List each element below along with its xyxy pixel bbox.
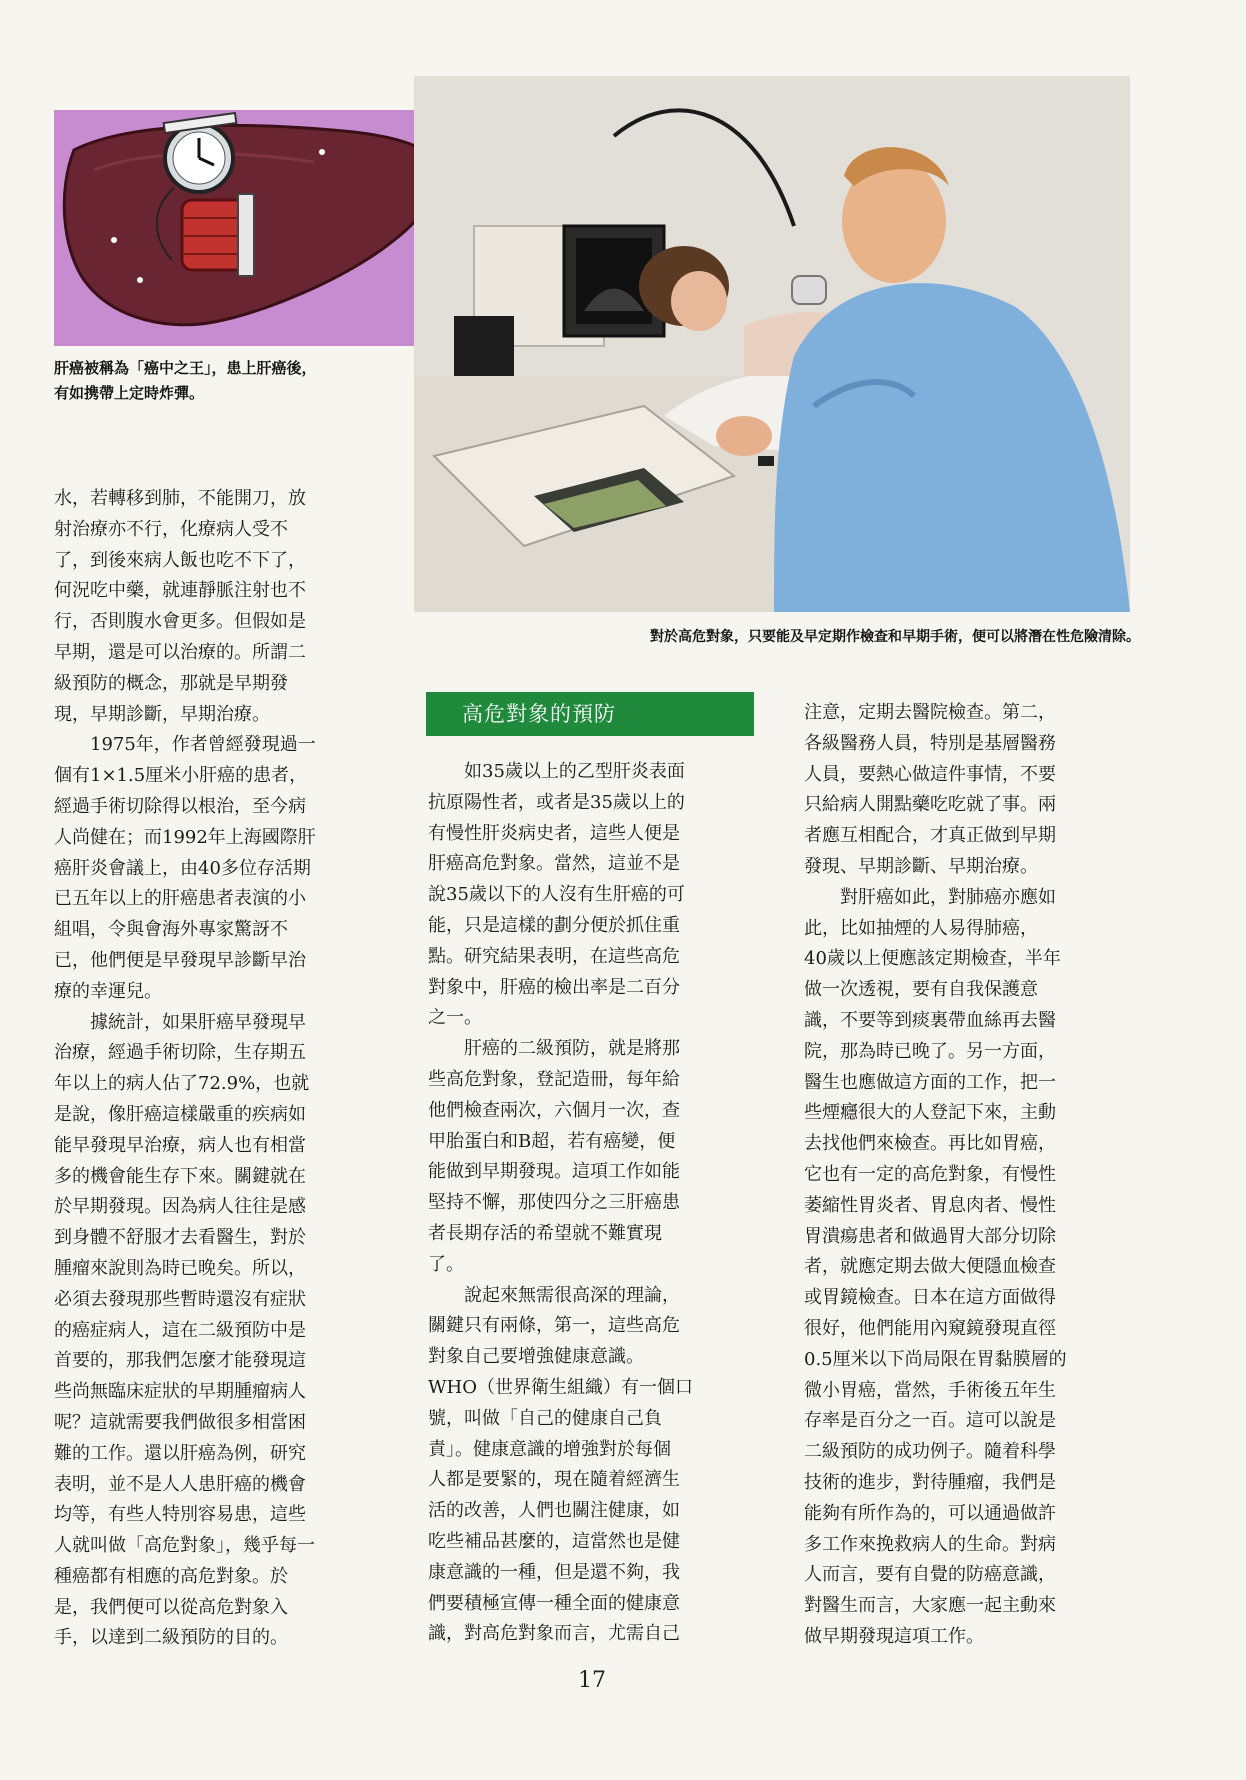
text-line: 能夠有所作為的，可以通過做許 xyxy=(804,1502,1056,1524)
text-line: 了，到後來病人飯也吃不下了， xyxy=(54,549,306,571)
text-line: 只給病人開點藥吃吃就了事。兩 xyxy=(804,794,1056,816)
text-line: 級預防的概念，那就是早期發 xyxy=(54,672,288,694)
text-line: 多的機會能生存下來。關鍵就在 xyxy=(54,1165,306,1187)
text-line: 些尚無臨床症狀的早期腫瘤病人 xyxy=(54,1381,306,1403)
text-line: 人而言，要有自覺的防癌意識， xyxy=(804,1564,1056,1586)
text-line: 胃潰瘍患者和做過胃大部分切除 xyxy=(804,1225,1056,1247)
text-line: 它也有一定的高危對象，有慢性 xyxy=(804,1163,1056,1185)
text-line: 存率是百分之一百。這可以說是 xyxy=(804,1410,1056,1432)
text-line: 何況吃中藥，就連靜脈注射也不 xyxy=(54,580,306,602)
text-line: 說35歲以下的人沒有生肝癌的可 xyxy=(428,884,685,906)
text-line: 多工作來挽救病人的生命。對病 xyxy=(804,1533,1056,1555)
text-line: 難的工作。還以肝癌為例，研究 xyxy=(54,1442,306,1464)
text-line: 肝癌高危對象。當然，這並不是 xyxy=(428,853,680,875)
text-line: 療的幸運兒。 xyxy=(54,980,162,1002)
text-line: 經過手術切除得以根治，至今病 xyxy=(54,795,306,817)
text-line: 醫生也應做這方面的工作，把一 xyxy=(804,1071,1056,1093)
text-column-2 xyxy=(428,757,754,1650)
text-line: 技術的進步，對待腫瘤，我們是 xyxy=(804,1471,1056,1493)
text-line: 是說，像肝癌這樣嚴重的疾病如 xyxy=(54,1103,306,1125)
text-line: 能做到早期發現。這項工作如能 xyxy=(428,1161,680,1183)
caption-line: 肝癌被稱為「癌中之王」，患上肝癌後， xyxy=(54,359,317,377)
text-line: 手，以達到二級預防的目的。 xyxy=(54,1627,288,1649)
text-line: 識，不要等到痰裏帶血絲再去醫 xyxy=(804,1009,1056,1031)
ultrasound-figure-caption: 對於高危對象，只要能及早定期作檢查和早期手術，便可以將潛在性危險清除。 xyxy=(650,629,1140,645)
text-line: 水，若轉移到肺，不能開刀，放 xyxy=(54,488,306,509)
text-line: 說起來無需很高深的理論， xyxy=(428,1284,680,1306)
text-line: 他們檢查兩次，六個月一次，查 xyxy=(428,1099,680,1121)
text-line: 點。研究結果表明，在這些高危 xyxy=(428,945,680,967)
text-line: 對肝癌如此，對肺癌亦應如 xyxy=(804,886,1056,908)
text-line: 做一次透視，要有自我保護意 xyxy=(804,979,1038,1001)
text-line: 0.5厘米以下尚局限在胃黏膜層的 xyxy=(804,1348,1067,1370)
text-line: 的癌症病人，這在二級預防中是 xyxy=(54,1319,306,1341)
text-line: 院，那為時已晚了。另一方面， xyxy=(804,1040,1056,1062)
text-line: 已，他們便是早發現早診斷早治 xyxy=(54,949,306,971)
text-line: 了。 xyxy=(428,1253,464,1275)
text-line: 關鍵只有兩條，第一，這些高危 xyxy=(428,1315,680,1337)
text-line: 據統計，如果肝癌早發現早 xyxy=(54,1011,306,1033)
text-line: 到身體不舒服才去看醫生，對於 xyxy=(54,1227,306,1249)
text-line: 行，否則腹水會更多。但假如是 xyxy=(54,611,306,633)
text-line: WHO（世界衛生組織）有一個口 xyxy=(428,1376,693,1398)
text-line: 必須去發現那些暫時還沒有症狀 xyxy=(54,1288,306,1310)
text-line: 現，早期診斷，早期治療。 xyxy=(54,703,270,725)
text-line: 組唱，令與會海外專家驚訝不 xyxy=(54,919,288,941)
text-line: 於早期發現。因為病人往往是感 xyxy=(54,1196,306,1218)
text-line: 抗原陽性者，或者是35歲以上的 xyxy=(428,791,685,813)
text-line: 發現、早期診斷、早期治療。 xyxy=(804,855,1038,877)
text-line: 表明，並不是人人患肝癌的機會 xyxy=(54,1473,306,1495)
text-line: 人尚健在；而1992年上海國際肝 xyxy=(54,826,316,848)
text-line: 肝癌的二級預防，就是將那 xyxy=(428,1038,680,1060)
text-line: 各級醫務人員，特別是基層醫務 xyxy=(804,732,1056,754)
text-line: 此，比如抽煙的人易得肺癌， xyxy=(804,917,1038,939)
text-line: 有慢性肝炎病史者，這些人便是 xyxy=(428,822,680,844)
text-line: 人都是要緊的，現在隨着經濟生 xyxy=(428,1469,680,1491)
text-line: 萎縮性胃炎者、胃息肉者、慢性 xyxy=(804,1194,1056,1216)
ultrasound-scene xyxy=(414,76,1130,612)
text-line: 些煙癮很大的人登記下來，主動 xyxy=(804,1102,1056,1124)
page-number: 17 xyxy=(578,1668,606,1693)
text-line: 治療，經過手術切除，生存期五 xyxy=(54,1042,306,1064)
text-line: 個有1×1.5厘米小肝癌的患者， xyxy=(54,765,308,787)
text-line: 些高危對象，登記造冊，每年給 xyxy=(428,1068,680,1090)
text-line: 已五年以上的肝癌患者表演的小 xyxy=(54,888,306,910)
text-line: 吃些補品甚麼的，這當然也是健 xyxy=(428,1530,680,1552)
text-line: 人員，要熱心做這件事情，不要 xyxy=(804,763,1056,785)
text-line: 癌肝炎會議上，由40多位存活期 xyxy=(54,857,311,879)
text-column-1 xyxy=(54,484,380,1654)
liver-figure-caption xyxy=(54,356,394,406)
text-line: 首要的，那我們怎麼才能發現這 xyxy=(54,1350,306,1372)
text-line: 者長期存活的希望就不難實現 xyxy=(428,1222,662,1244)
text-line: 者應互相配合，才真正做到早期 xyxy=(804,825,1056,847)
text-line: 識，對高危對象而言，尤需自己 xyxy=(428,1623,680,1645)
text-line: 腫瘤來說則為時已晚矣。所以， xyxy=(54,1257,306,1279)
text-line: 均等，有些人特別容易患，這些 xyxy=(54,1504,306,1526)
text-line: 1975年，作者曾經發現過一 xyxy=(54,734,316,756)
text-line: 如35歲以上的乙型肝炎表面 xyxy=(428,761,685,782)
text-line: 做早期發現這項工作。 xyxy=(804,1625,984,1647)
text-line: 種癌都有相應的高危對象。於 xyxy=(54,1565,288,1587)
text-line: 人就叫做「高危對象」，幾乎每一 xyxy=(54,1535,315,1557)
text-line: 能早發現早治療，病人也有相當 xyxy=(54,1134,306,1156)
text-line: 對象自己要增強健康意識。 xyxy=(428,1346,644,1368)
text-line: 二級預防的成功例子。隨着科學 xyxy=(804,1441,1056,1463)
text-line: 號，叫做「自己的健康自己負 xyxy=(428,1407,662,1429)
text-line: 或胃鏡檢查。日本在這方面做得 xyxy=(804,1287,1056,1309)
text-line: 對醫生而言，大家應一起主動來 xyxy=(804,1595,1056,1617)
text-line: 者，就應定期去做大便隱血檢查 xyxy=(804,1256,1056,1278)
text-column-3 xyxy=(804,698,1130,1653)
caption-line: 有如携帶上定時炸彈。 xyxy=(54,384,205,402)
text-line: 堅持不懈，那使四分之三肝癌患 xyxy=(428,1192,680,1214)
text-line: 注意，定期去醫院檢查。第二， xyxy=(804,702,1056,723)
text-line: 是，我們便可以從高危對象入 xyxy=(54,1596,288,1618)
text-line: 射治療亦不行，化療病人受不 xyxy=(54,518,288,540)
text-line: 年以上的病人佔了72.9%，也就 xyxy=(54,1073,310,1095)
text-line: 責」。健康意識的增強對於每個 xyxy=(428,1438,671,1460)
text-line: 對象中，肝癌的檢出率是二百分 xyxy=(428,976,680,998)
text-line: 很好，他們能用內窺鏡發現直徑 xyxy=(804,1317,1056,1339)
text-line: 甲胎蛋白和B超，若有癌變，便 xyxy=(428,1130,676,1152)
liver-time-bomb-illustration xyxy=(54,110,450,346)
section-heading: 高危對象的預防 xyxy=(426,692,754,736)
ultrasound-exam-photo xyxy=(414,76,1130,612)
liver-drawing xyxy=(54,110,450,346)
text-line: 去找他們來檢查。再比如胃癌， xyxy=(804,1133,1056,1155)
text-line: 能，只是這樣的劃分便於抓住重 xyxy=(428,914,680,936)
text-line: 微小胃癌，當然，手術後五年生 xyxy=(804,1379,1056,1401)
text-line: 之一。 xyxy=(428,1007,482,1029)
text-line: 康意識的一種，但是還不夠，我 xyxy=(428,1561,680,1583)
text-line: 們要積極宣傳一種全面的健康意 xyxy=(428,1592,680,1614)
text-line: 早期，還是可以治療的。所謂二 xyxy=(54,641,306,663)
text-line: 活的改善，人們也關注健康，如 xyxy=(428,1500,680,1522)
text-line: 40歲以上便應該定期檢查，半年 xyxy=(804,948,1061,970)
text-line: 呢？這就需要我們做很多相當困 xyxy=(54,1411,306,1433)
